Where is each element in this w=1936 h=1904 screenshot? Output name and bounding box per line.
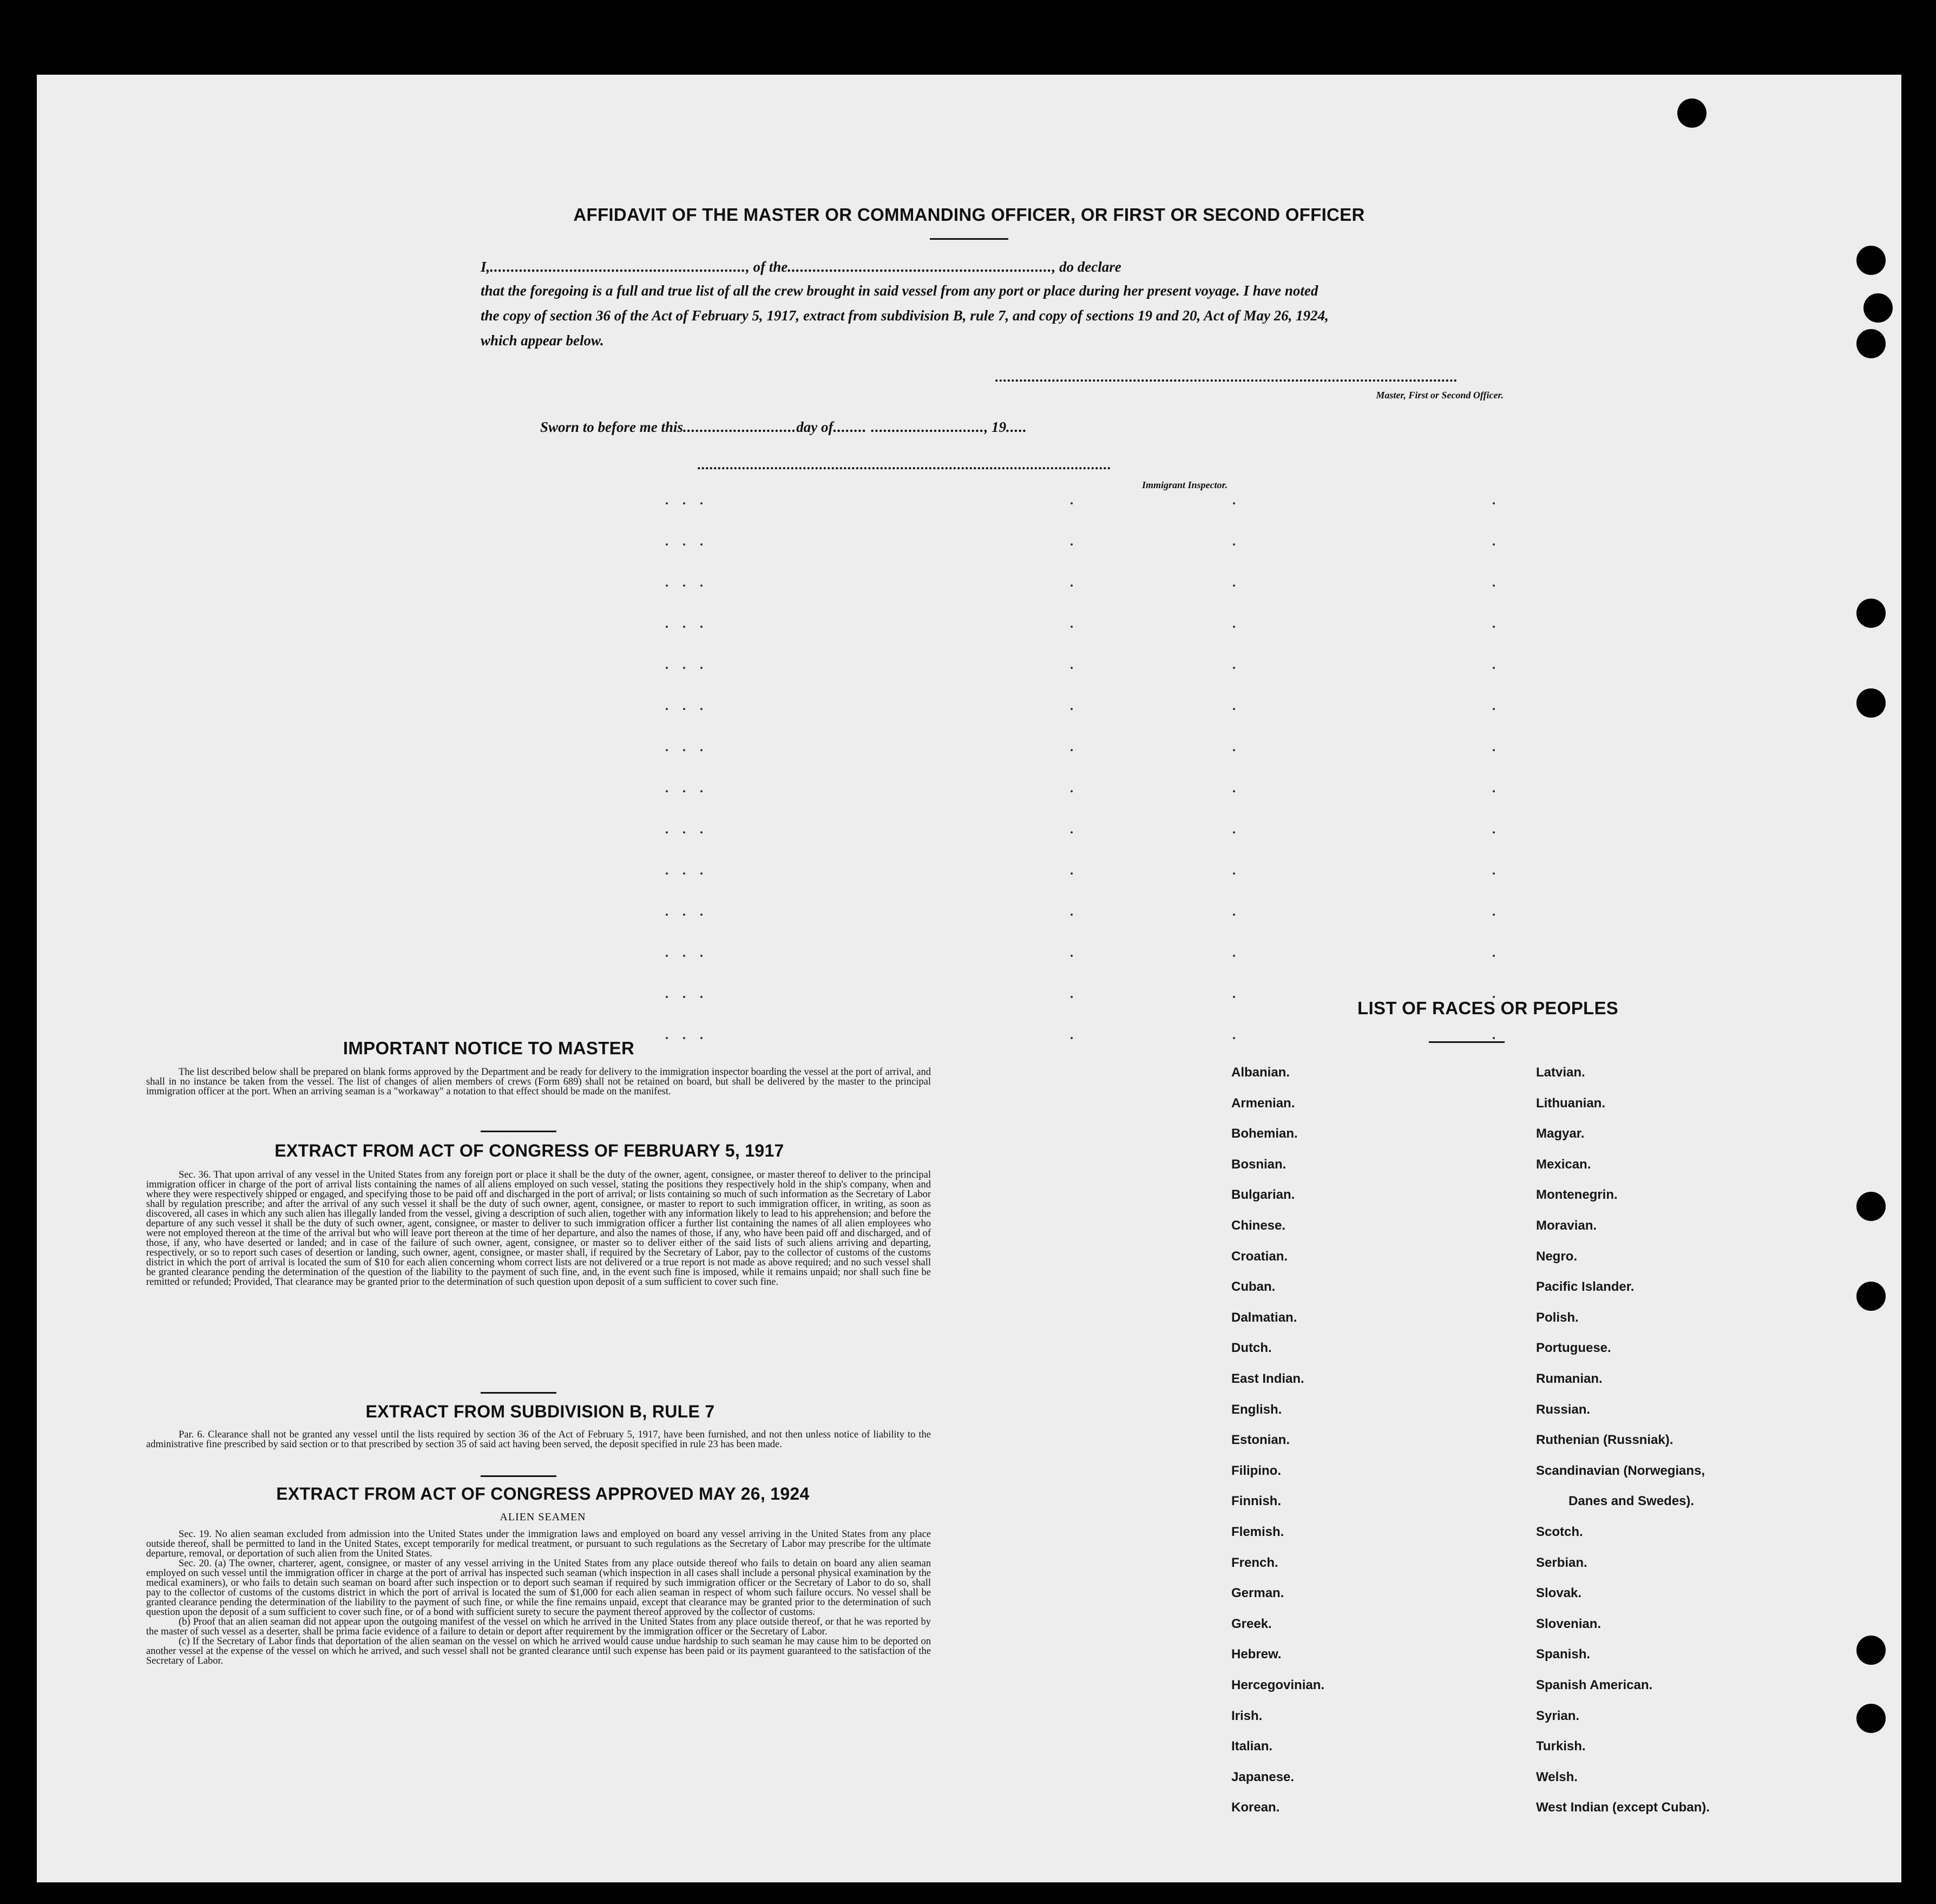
- scan-speck: [700, 585, 703, 587]
- extract-1924-title: EXTRACT FROM ACT OF CONGRESS APPROVED MAY 26, 1924: [276, 1484, 810, 1503]
- scan-speck: [683, 872, 685, 875]
- scan-speck: [700, 872, 703, 875]
- scan-speck: [1493, 872, 1495, 875]
- race-item: Hebrew.: [1231, 1647, 1282, 1662]
- race-item: Armenian.: [1231, 1095, 1295, 1111]
- scan-speck: [1071, 955, 1073, 957]
- scan-speck: [1233, 831, 1235, 833]
- punch-hole: [1856, 688, 1886, 718]
- scan-speck: [666, 502, 668, 504]
- race-item: Greek.: [1231, 1616, 1272, 1631]
- scan-speck: [1233, 585, 1235, 587]
- race-item: Slovenian.: [1536, 1616, 1602, 1631]
- race-item: Moravian.: [1536, 1218, 1597, 1233]
- race-item: Mexican.: [1536, 1157, 1591, 1172]
- race-item: Bulgarian.: [1231, 1187, 1295, 1203]
- scan-speck: [1493, 790, 1495, 792]
- scan-speck: [666, 790, 668, 792]
- scan-speck: [666, 749, 668, 751]
- scan-speck: [683, 626, 685, 628]
- scan-speck: [683, 667, 685, 669]
- scan-speck: [683, 708, 685, 710]
- race-item: Croatian.: [1231, 1249, 1288, 1264]
- scan-speck: [1071, 749, 1073, 751]
- alien-seamen-subtitle: ALIEN SEAMEN: [500, 1511, 586, 1523]
- punch-hole: [1856, 1282, 1886, 1311]
- punch-hole: [1856, 1636, 1886, 1665]
- scan-speck: [683, 790, 685, 792]
- scan-speck: [1233, 996, 1235, 998]
- scan-speck: [683, 585, 685, 587]
- punch-hole: [1856, 1704, 1886, 1733]
- scan-speck: [1071, 708, 1073, 710]
- race-item: Albanian.: [1231, 1065, 1290, 1080]
- scan-speck: [1493, 585, 1495, 587]
- race-item: West Indian (except Cuban).: [1536, 1800, 1710, 1815]
- race-item: Spanish American.: [1536, 1678, 1653, 1692]
- scan-speck: [1071, 831, 1073, 833]
- race-item: Lithuanian.: [1536, 1095, 1605, 1111]
- rule7-body: Par. 6. Clearance shall not be granted any vessel until the lists required by section 36 of the Act of February 5, 1917, have been furnished, and not then unless notice of liability to the administrative fine prescribed by said section or to that prescribed by section 35 of said act having been served, the deposit specified in rule 23 has been made.: [146, 1429, 931, 1450]
- scan-speck: [666, 626, 668, 628]
- scan-speck: [1233, 626, 1235, 628]
- scan-speck: [700, 996, 703, 998]
- race-item: Negro.: [1536, 1249, 1578, 1264]
- affidavit-title: AFFIDAVIT OF THE MASTER OR COMMANDING OFFICER, OR FIRST OR SECOND OFFICER: [573, 205, 1365, 225]
- scan-speck: [666, 708, 668, 710]
- extract-1917-rule: [481, 1392, 556, 1394]
- race-item: Irish.: [1231, 1708, 1263, 1723]
- scan-speck: [700, 955, 703, 957]
- scan-speck: [1493, 667, 1495, 669]
- notice-body: The list described below shall be prepared on blank forms approved by the Department and be ready for delivery to the immigration inspector boarding the vessel at the port of arrival, and shall in no instance be taken from the vessel. The list of changes of alien members of crews (Form 689) shall not be retained on board, but shall be delivered by the master to the principal immigration officer at the port. When an arriving seaman is a "workaway" a notation to that effect should be made on the manifest.: [146, 1067, 931, 1097]
- scan-speck: [700, 749, 703, 751]
- title-rule: [930, 238, 1008, 240]
- race-item: Portuguese.: [1536, 1341, 1611, 1356]
- scan-speck: [683, 543, 685, 546]
- scan-speck: [1071, 502, 1073, 504]
- scan-speck: [1071, 626, 1073, 628]
- scan-speck: [683, 955, 685, 957]
- master-signature-line[interactable]: ..................................................................................................................: [995, 369, 1458, 385]
- race-item: Filipino.: [1231, 1463, 1281, 1478]
- master-signature-caption: Master, First or Second Officer.: [1376, 390, 1504, 401]
- scan-speck: [683, 996, 685, 998]
- scan-speck: [1493, 955, 1495, 957]
- scan-speck: [1233, 955, 1235, 957]
- race-item-continued: Danes and Swedes).: [1569, 1494, 1695, 1509]
- race-item: Korean.: [1231, 1800, 1280, 1815]
- race-item: Scandinavian (Norwegians,: [1536, 1463, 1705, 1478]
- race-item: Syrian.: [1536, 1708, 1580, 1723]
- scan-speck: [683, 749, 685, 751]
- race-item: Dalmatian.: [1231, 1310, 1297, 1325]
- scan-speck: [1071, 667, 1073, 669]
- affidavit-line-1: I,............................................................., of the..............................................................., do declare: [481, 259, 1121, 275]
- race-item: Hercegovinian.: [1231, 1678, 1325, 1692]
- race-item: Bosnian.: [1231, 1157, 1287, 1172]
- notice-title: IMPORTANT NOTICE TO MASTER: [343, 1038, 635, 1058]
- scan-speck: [666, 872, 668, 875]
- extract-1917-body: Sec. 36. That upon arrival of any vessel in the United States from any foreign port or place it shall be the duty of the owner, agent, consignee, or master thereof to deliver to the principal immigration officer in charge of the port of arrival lists containing the names of all aliens employed on such vessel, stating the positions they respectively hold in the ship's company, when and where they were respectively shipped or engaged, and specifying those to be paid off and discharged in the port of arrival; or lists containing so much of such information as the Secretary of Labor shall by regulation prescribe; and after the arrival of any such vessel it shall be the duty of such owner, agent, consignee, or master to report to such immigration officer, in writing, as soon as discovered, all cases in which any such alien has illegally landed from the vessel, giving a description of such alien, together with any information likely to lead to his apprehension; and before the departure of any such vessel it shall be the duty of such owner, agent, consignee, or master to deliver to such immigration officer a further list containing the names of all alien employees who were not employed thereon at the time of the arrival but who will leave port thereon at the time of her departure, and also the names of those, if any, who have been paid off and discharged, and of those, if any, who have deserted or landed; and in case of the failure of such owner, agent, consignee, or master so to deliver either of the said lists of such aliens arriving and departing, respectively, or so to report such cases of desertion or landing, such owner, agent, consignee, or master shall, if required by the Secretary of Labor, pay to the collector of customs of the customs district in which the port of arrival is located the sum of $10 for each alien concerning whom correct lists are not delivered or a true report is not made as above required; and no such vessel shall be granted clearance pending the determination of the question of the liability to the payment of such fine, and, in the event such fine is imposed, while it remains unpaid; nor shall such fine be remitted or refunded; Provided, That clearance may be granted prior to the determination of such question upon deposit of a sum sufficient to cover such fine.: [146, 1170, 931, 1288]
- extract-1917-title: EXTRACT FROM ACT OF CONGRESS OF FEBRUARY 5, 1917: [274, 1141, 784, 1160]
- scan-speck: [700, 667, 703, 669]
- scan-speck: [1493, 831, 1495, 833]
- scan-speck: [700, 831, 703, 833]
- scan-speck: [1071, 1037, 1073, 1039]
- scan-speck: [666, 996, 668, 998]
- scan-speck: [683, 914, 685, 916]
- punch-hole: [1856, 329, 1886, 358]
- race-item: Pacific Islander.: [1536, 1279, 1635, 1295]
- race-item: Bohemian.: [1231, 1126, 1298, 1141]
- affidavit-line-2: that the foregoing is a full and true list of all the crew brought in said vessel from any port or place during her present voyage. I have noted: [481, 283, 1318, 299]
- scan-speck: [1071, 585, 1073, 587]
- scan-speck: [1071, 872, 1073, 875]
- race-item: Turkish.: [1536, 1739, 1586, 1754]
- inspector-signature-line[interactable]: ......................................................................................................: [697, 457, 1111, 472]
- race-item: Serbian.: [1536, 1555, 1587, 1570]
- extract-1924-body: Sec. 19. No alien seaman excluded from admission into the United States under the immigration laws and employed on board any vessel arriving in the United States from any place outside thereof, shall be permitted to land in the United States, except temporarily for medical treatment, or pursuant to such regulations as the Secretary of Labor may prescribe for the ultimate departure, removal, or deportation of such alien from the United States. Sec. 20. (a) The owner, charterer, agent, consignee, or master of any vessel arriving in the United States from any place outside thereof who fails to detain on board any alien seaman employed on such vessel until the immigration officer in charge at the port of arrival has inspected such seaman (which inspection in all cases shall include a personal physical examination by the medical examiners), or who fails to detain such seaman on board after such inspection or to deport such seaman if required by such immigration officer or the Secretary of Labor to do so, shall pay to the collector of customs of the customs district in which the port of arrival is located the sum of $1,000 for each alien seaman in respect of whom such failure occurs. No vessel shall be granted clearance pending the determination of the liability to the payment of such fine, or while the fine remains unpaid, except that clearance may be granted prior to the determination of such question upon the deposit of a sum sufficient to cover such fine, or of a bond with sufficient surety to secure the payment thereof approved by the collector of customs. (b) Proof that an alien seaman did not appear upon the outgoing manifest of the vessel on which he arrived in the United States from any place outside thereof, or that he was reported by the master of such vessel as a deserter, shall be prima facie evidence of a failure to detain or deport after requirement by the immigration officer or the Secretary of Labor. (c) If the Secretary of Labor finds that deportation of the alien seaman on the vessel on which he arrived would cause undue hardship to such seaman he may cause him to be deported on another vessel at the expense of the vessel on which he arrived, and such vessel shall not be granted clearance until such expense has been paid or its payment guaranteed to the satisfaction of the Secretary of Labor.: [146, 1529, 931, 1666]
- affidavit-line-3: the copy of section 36 of the Act of February 5, 1917, extract from subdivision B, rule 7, and copy of sections 19 and 20, Act of May 26, 1924,: [481, 307, 1329, 324]
- scan-speck: [1493, 708, 1495, 710]
- scan-speck: [1071, 914, 1073, 916]
- race-item: Montenegrin.: [1536, 1187, 1618, 1203]
- scan-speck: [1071, 996, 1073, 998]
- scan-speck: [1233, 914, 1235, 916]
- scan-speck: [683, 831, 685, 833]
- race-item: Finnish.: [1231, 1494, 1281, 1509]
- scan-speck: [1493, 914, 1495, 916]
- races-title: LIST OF RACES OR PEOPLES: [1357, 998, 1619, 1018]
- scan-speck: [1493, 543, 1495, 546]
- race-item: German.: [1231, 1586, 1284, 1601]
- races-rule: [1429, 1041, 1505, 1043]
- race-item: Ruthenian (Russniak).: [1536, 1433, 1674, 1448]
- race-item: Magyar.: [1536, 1126, 1585, 1141]
- notice-rule: [481, 1131, 556, 1132]
- scan-speck: [1233, 502, 1235, 504]
- scan-speck: [1493, 626, 1495, 628]
- rule7-rule: [481, 1475, 556, 1477]
- scan-speck: [666, 667, 668, 669]
- punch-hole: [1856, 1192, 1886, 1221]
- scan-speck: [1493, 1037, 1495, 1039]
- scan-speck: [700, 914, 703, 916]
- sworn-line: Sworn to before me this...........................day of........ ..........................., 19.....: [540, 419, 1027, 435]
- scan-speck: [666, 585, 668, 587]
- race-item: Chinese.: [1231, 1218, 1286, 1233]
- scan-speck: [1071, 543, 1073, 546]
- punch-hole: [1863, 293, 1893, 323]
- race-item: English.: [1231, 1402, 1282, 1417]
- scan-speck: [683, 502, 685, 504]
- race-item: Polish.: [1536, 1310, 1579, 1325]
- manifest-back-page: [37, 75, 1901, 1882]
- race-item: Russian.: [1536, 1402, 1591, 1417]
- race-item: Cuban.: [1231, 1279, 1276, 1295]
- race-item: East Indian.: [1231, 1371, 1304, 1386]
- scan-speck: [1493, 749, 1495, 751]
- scan-speck: [1233, 790, 1235, 792]
- scan-speck: [700, 543, 703, 546]
- punch-hole: [1856, 599, 1886, 628]
- race-item: Welsh.: [1536, 1769, 1578, 1784]
- scan-speck: [1233, 749, 1235, 751]
- punch-hole: [1677, 99, 1707, 128]
- scan-speck: [1071, 790, 1073, 792]
- rule7-title: EXTRACT FROM SUBDIVISION B, RULE 7: [365, 1402, 715, 1421]
- scan-speck: [1233, 872, 1235, 875]
- scan-speck: [666, 914, 668, 916]
- race-item: Scotch.: [1536, 1525, 1583, 1539]
- race-item: Japanese.: [1231, 1769, 1295, 1784]
- scan-speck: [1233, 667, 1235, 669]
- race-item: Slovak.: [1536, 1586, 1582, 1601]
- race-item: Latvian.: [1536, 1065, 1585, 1080]
- scan-speck: [1233, 708, 1235, 710]
- affidavit-line-4: which appear below.: [481, 332, 604, 349]
- race-item: French.: [1231, 1555, 1278, 1570]
- scan-speck: [1493, 502, 1495, 504]
- race-item: Dutch.: [1231, 1341, 1272, 1356]
- scan-speck: [700, 502, 703, 504]
- scan-speck: [666, 831, 668, 833]
- race-item: Estonian.: [1231, 1433, 1290, 1448]
- inspector-signature-caption: Immigrant Inspector.: [1141, 480, 1228, 490]
- race-item: Spanish.: [1536, 1647, 1591, 1662]
- scan-speck: [700, 708, 703, 710]
- punch-hole: [1856, 246, 1886, 275]
- race-item: Italian.: [1231, 1739, 1273, 1754]
- scan-speck: [666, 955, 668, 957]
- race-item: Rumanian.: [1536, 1371, 1603, 1386]
- scan-speck: [666, 543, 668, 546]
- scan-speck: [700, 790, 703, 792]
- scan-speck: [1233, 543, 1235, 546]
- race-item: Flemish.: [1231, 1525, 1284, 1539]
- scan-speck: [1233, 1037, 1235, 1039]
- scan-speck: [700, 626, 703, 628]
